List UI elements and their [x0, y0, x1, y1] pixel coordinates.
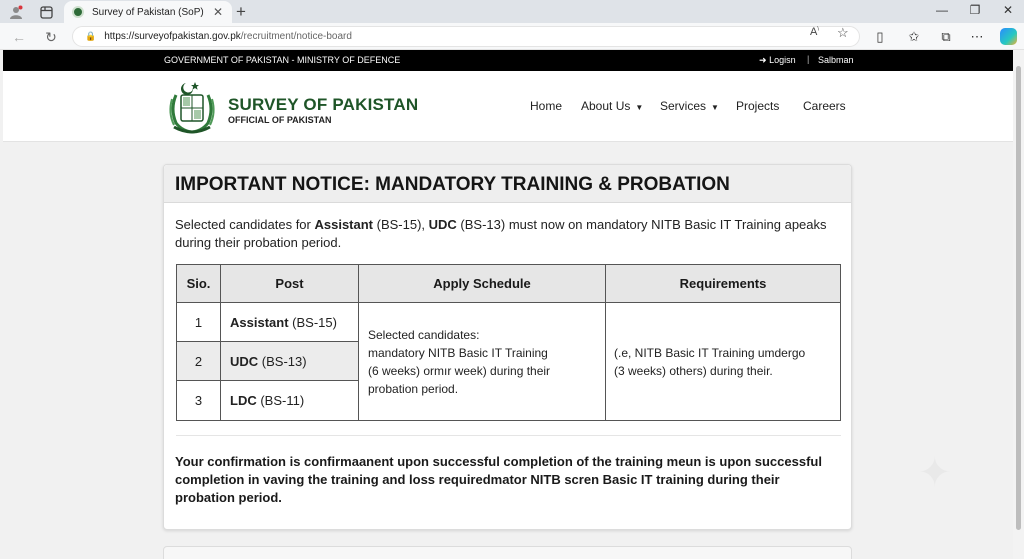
table-cell-no: 2: [177, 342, 221, 381]
url-path: /recruitment/notice-board: [240, 31, 352, 42]
profile-icon[interactable]: [8, 4, 24, 20]
table-cell-post: [221, 342, 359, 381]
brand-subtitle: OFFICIAL OF PAKISTAN: [228, 115, 332, 125]
post-name: Assistant: [230, 314, 289, 330]
table-cell-no: 1: [177, 303, 221, 342]
nav-careers[interactable]: Careers: [803, 99, 846, 113]
close-window-icon[interactable]: ✕: [1002, 3, 1014, 17]
tab-survey-of-pakistan[interactable]: [64, 1, 232, 23]
nav-home[interactable]: Home: [530, 99, 563, 113]
schedule-line: (6 weeks) ormır week) during their: [368, 363, 551, 378]
login-label: Logisn: [769, 55, 796, 65]
brand-title[interactable]: SURVEY OF PAKISTAN: [228, 95, 419, 114]
notice-title: IMPORTANT NOTICE: MANDATORY TRAINING & PROBATION: [175, 174, 730, 195]
next-card: [163, 546, 852, 559]
nav-services-label: Services: [660, 99, 707, 113]
collections-icon[interactable]: ⧉: [941, 29, 951, 44]
schedule-line: Selected candidates:: [368, 327, 480, 342]
confirmation-text: Your confirmation is confirmaanent upon successful completion of the training meun is upon successful completion in vaving the training and loss requiredmator NITB scren Basic IT training during their probation period.: [175, 454, 822, 505]
login-icon: ➜: [759, 55, 767, 65]
table-cell-post: [221, 303, 359, 342]
table-header: Sio.: [177, 265, 221, 303]
page-viewport: [0, 50, 1013, 559]
chevron-down-icon: ▼: [711, 103, 719, 112]
site-favicon-icon: [72, 6, 84, 18]
post-grade: (BS-13): [258, 353, 307, 369]
refresh-icon[interactable]: ↻: [45, 29, 57, 45]
table-header: Post: [221, 265, 359, 303]
requirement-line: (.e, NITB Basic IT Training umdergo: [614, 345, 806, 360]
back-icon[interactable]: ←: [12, 29, 26, 45]
table-cell-post: [221, 381, 359, 420]
schedule-line: mandatory NITB Basic IT Training: [368, 345, 548, 360]
user-link[interactable]: Salbman: [818, 55, 854, 65]
separator: |: [807, 54, 810, 64]
page-scrollbar[interactable]: [1013, 50, 1024, 559]
sparkle-icon: ✦: [918, 451, 952, 495]
minimize-icon[interactable]: —: [936, 3, 948, 17]
training-table: [176, 264, 841, 421]
post-name: LDC: [230, 393, 257, 408]
more-menu-icon[interactable]: ⋯: [970, 29, 984, 44]
requirements-cell: [606, 303, 840, 420]
intro-text: Selected candidates for: [175, 217, 315, 232]
tab-actions-icon[interactable]: [38, 4, 54, 20]
post-grade: (BS-15): [288, 314, 337, 330]
post-name: UDC: [230, 353, 259, 369]
address-bar[interactable]: [72, 26, 860, 47]
notice-intro: [175, 216, 835, 252]
schedule-line: probation period.: [368, 381, 459, 396]
government-label: GOVERNMENT OF PAKISTAN - MINISTRY OF DEFENCE: [164, 55, 401, 65]
split-screen-icon[interactable]: ▯: [876, 29, 884, 44]
favorite-star-icon[interactable]: ☆: [837, 25, 849, 40]
notice-header: [164, 165, 851, 203]
table-header: Apply Schedule: [359, 265, 606, 303]
browser-tab-bar: [0, 0, 1024, 23]
nav-about-us[interactable]: [581, 99, 643, 113]
chevron-down-icon: ▼: [635, 103, 644, 112]
tab-title: Survey of Pakistan (SoP): [92, 6, 204, 18]
post-grade: (BS-11): [256, 393, 305, 408]
table-header: Requirements: [606, 265, 840, 303]
intro-text: (BS-15),: [373, 217, 429, 232]
login-link[interactable]: [759, 55, 796, 66]
intro-bold-udc: UDC: [428, 217, 457, 232]
intro-text: (BS-13) must now on mandatory NITB Basic IT Training apeaks during their probation period.: [175, 217, 827, 250]
notice-card: [163, 164, 852, 530]
requirement-line: (3 weeks) others) during their.: [614, 363, 773, 378]
browser-toolbar: [0, 23, 1024, 50]
table-cell-no: 3: [177, 381, 221, 420]
intro-bold-assistant: Assistant: [314, 217, 374, 232]
apply-schedule-cell: [359, 303, 606, 420]
restore-icon[interactable]: ❐: [969, 3, 981, 17]
nav-about-us-label: About Us: [581, 99, 631, 113]
favorites-icon[interactable]: ✩: [908, 29, 920, 44]
close-tab-icon[interactable]: ✕: [212, 5, 223, 19]
site-header: [3, 71, 1013, 142]
url-domain: https://surveyofpakistan.gov.pk: [104, 31, 241, 42]
lock-icon: 🔒: [85, 31, 97, 41]
new-tab-icon[interactable]: +: [236, 2, 246, 21]
read-aloud-icon[interactable]: A\: [810, 26, 820, 38]
state-emblem-icon: [166, 77, 218, 137]
top-strip: [3, 50, 1013, 71]
scrollbar-thumb[interactable]: [1016, 66, 1021, 530]
nav-services[interactable]: [660, 99, 719, 113]
copilot-icon[interactable]: [1000, 28, 1017, 45]
divider: [176, 435, 841, 436]
nav-projects[interactable]: Projects: [736, 99, 780, 113]
